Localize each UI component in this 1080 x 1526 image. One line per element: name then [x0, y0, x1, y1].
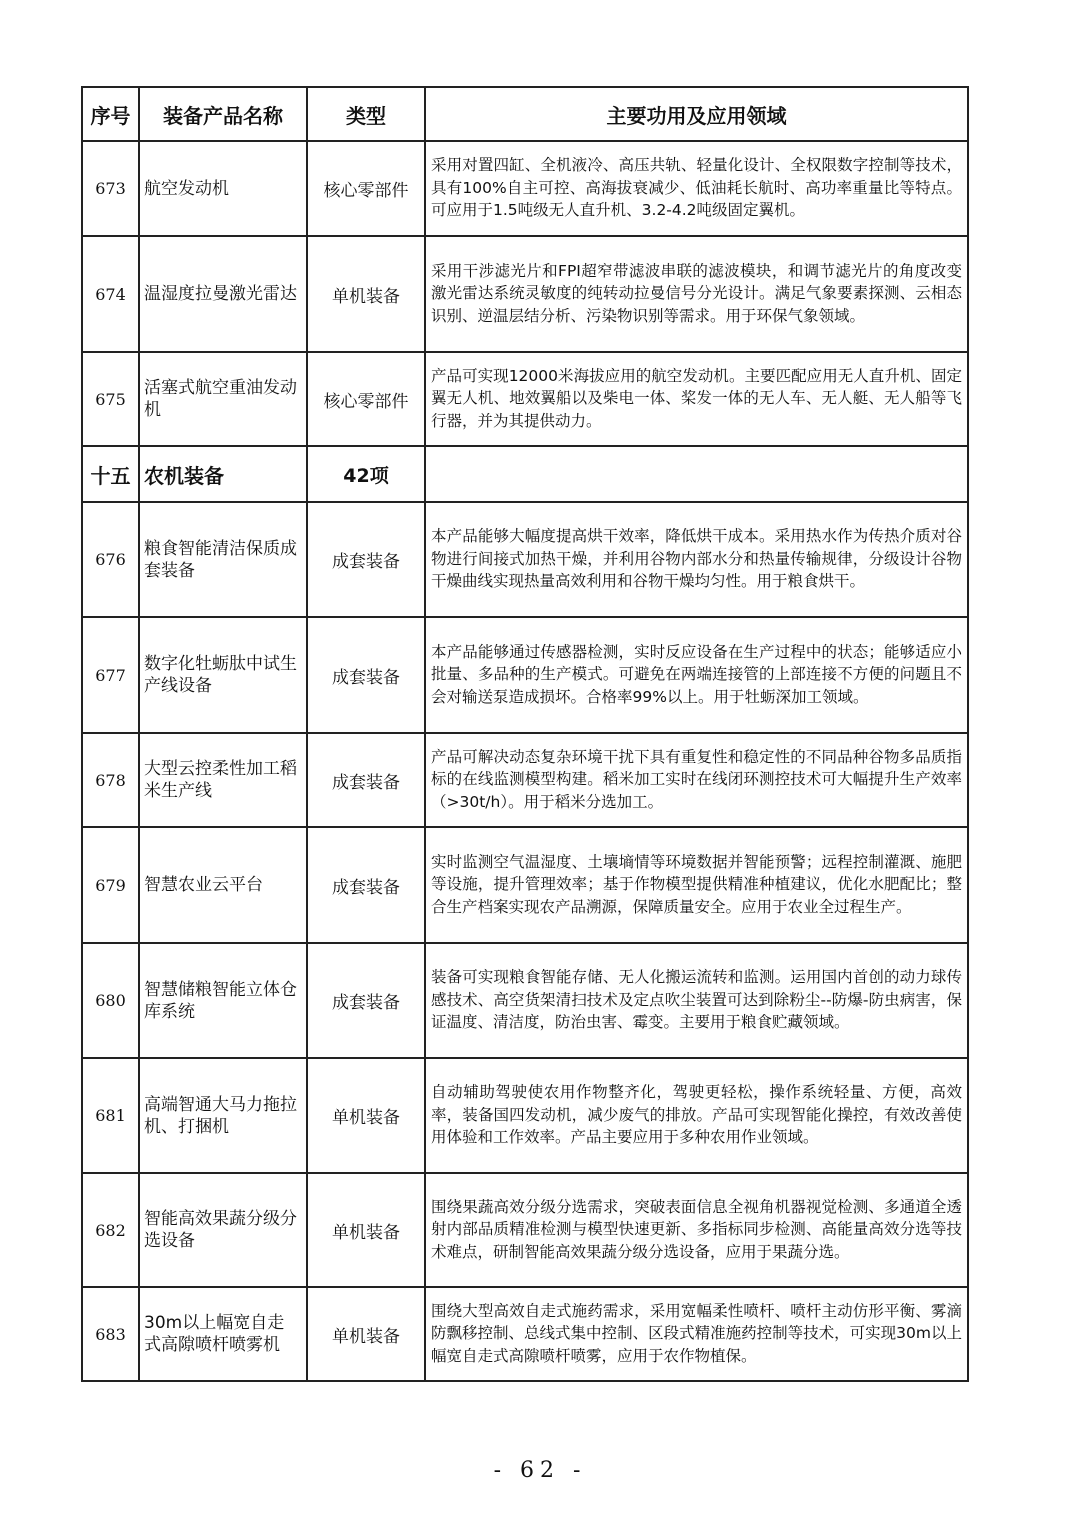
table-row	[82, 1173, 968, 1287]
row-type: 单机装备	[307, 236, 425, 352]
row-desc: 采用干涉滤光片和FPI超窄带滤波串联的滤波模块，和调节滤光片的角度改变激光雷达系统灵敏度的纯转动拉曼信号分光设计。满足气象要素探测、云相态识别、逆温层结分析、污染物识别等需求。用于环保气象领域。	[425, 236, 968, 352]
row-desc: 本产品能够大幅度提高烘干效率，降低烘干成本。采用热水作为传热介质对谷物进行间接式加热干燥，并利用谷物内部水分和热量传输规律，分级设计谷物干燥曲线实现热量高效利用和谷物干燥均匀性。用于粮食烘干。	[425, 502, 968, 617]
table-row	[82, 617, 968, 733]
row-name: 智能高效果蔬分级分选设备	[139, 1173, 307, 1287]
row-name: 航空发动机	[139, 141, 307, 236]
row-no: 678	[82, 733, 139, 827]
section-name: 农机装备	[139, 446, 307, 502]
table-row	[82, 733, 968, 827]
row-name: 智慧储粮智能立体仓库系统	[139, 943, 307, 1058]
row-no: 683	[82, 1287, 139, 1381]
table-row	[82, 1287, 968, 1381]
row-no: 676	[82, 502, 139, 617]
table-row	[82, 352, 968, 446]
row-desc: 围绕大型高效自走式施药需求，采用宽幅柔性喷杆、喷杆主动仿形平衡、雾滴防飘移控制、总线式集中控制、区段式精准施药控制等技术，可实现30m以上幅宽自走式高隙喷杆喷雾，应用于农作物植保。	[425, 1287, 968, 1381]
row-name: 大型云控柔性加工稻米生产线	[139, 733, 307, 827]
row-desc: 产品可解决动态复杂环境干扰下具有重复性和稳定性的不同品种谷物多品质指标的在线监测模型构建。稻米加工实时在线闭环测控技术可大幅提升生产效率（>30t/h）。用于稻米分选加工。	[425, 733, 968, 827]
section-count: 42项	[307, 446, 425, 502]
table-row	[82, 141, 968, 236]
row-name: 活塞式航空重油发动机	[139, 352, 307, 446]
row-desc: 自动辅助驾驶使农用作物整齐化，驾驶更轻松，操作系统轻量、方便，高效率，装备国四发动机，减少废气的排放。产品可实现智能化操控，有效改善使用体验和工作效率。产品主要应用于多种农用作业领域。	[425, 1058, 968, 1173]
section-row	[82, 446, 968, 502]
header-name: 装备产品名称	[139, 87, 307, 141]
row-no: 675	[82, 352, 139, 446]
row-no: 679	[82, 827, 139, 943]
row-type: 成套装备	[307, 827, 425, 943]
row-name: 高端智通大马力拖拉机、打捆机	[139, 1058, 307, 1173]
row-type: 核心零部件	[307, 141, 425, 236]
header-type: 类型	[307, 87, 425, 141]
row-no: 673	[82, 141, 139, 236]
page-number: - 62 -	[493, 1458, 587, 1483]
row-type: 成套装备	[307, 617, 425, 733]
row-desc: 实时监测空气温湿度、土壤墒情等环境数据并智能预警；远程控制灌溉、施肥等设施，提升管理效率；基于作物模型提供精准种植建议，优化水肥配比；整合生产档案实现农产品溯源，保障质量安全。应用于农业全过程生产。	[425, 827, 968, 943]
row-name: 智慧农业云平台	[139, 827, 307, 943]
table-row	[82, 943, 968, 1058]
row-desc: 采用对置四缸、全机液冷、高压共轨、轻量化设计、全权限数字控制等技术，具有100%自主可控、高海拔衰减少、低油耗长航时、高功率重量比等特点。可应用于1.5吨级无人直升机、3.2-4.2吨级固定翼机。	[425, 141, 968, 236]
row-no: 677	[82, 617, 139, 733]
row-name: 30m以上幅宽自走式高隙喷杆喷雾机	[139, 1287, 307, 1381]
table-row	[82, 827, 968, 943]
row-type: 单机装备	[307, 1287, 425, 1381]
row-desc: 装备可实现粮食智能存储、无人化搬运流转和监测。运用国内首创的动力球传感技术、高空货架清扫技术及定点吹尘装置可达到除粉尘--防爆-防虫病害，保证温度、清洁度，防治虫害、霉变。主要用于粮食贮藏领域。	[425, 943, 968, 1058]
section-empty-cell	[425, 446, 968, 502]
header-no: 序号	[82, 87, 139, 141]
header-desc: 主要功用及应用领域	[425, 87, 968, 141]
table-row	[82, 1058, 968, 1173]
row-name: 粮食智能清洁保质成套装备	[139, 502, 307, 617]
row-no: 682	[82, 1173, 139, 1287]
row-name: 数字化牡蛎肽中试生产线设备	[139, 617, 307, 733]
row-type: 单机装备	[307, 1058, 425, 1173]
row-no: 674	[82, 236, 139, 352]
row-desc: 围绕果蔬高效分级分选需求，突破表面信息全视角机器视觉检测、多通道全透射内部品质精准检测与模型快速更新、多指标同步检测、高能量高效分选等技术难点，研制智能高效果蔬分级分选设备，应用于果蔬分选。	[425, 1173, 968, 1287]
table-row	[82, 502, 968, 617]
row-type: 成套装备	[307, 733, 425, 827]
row-desc: 本产品能够通过传感器检测，实时反应设备在生产过程中的状态；能够适应小批量、多品种的生产模式。可避免在两端连接管的上部连接不方便的问题且不会对输送泵造成损坏。合格率99%以上。用于牡蛎深加工领域。	[425, 617, 968, 733]
row-type: 单机装备	[307, 1173, 425, 1287]
section-no: 十五	[82, 446, 139, 502]
row-type: 成套装备	[307, 502, 425, 617]
row-type: 核心零部件	[307, 352, 425, 446]
row-no: 680	[82, 943, 139, 1058]
row-no: 681	[82, 1058, 139, 1173]
table-row	[82, 236, 968, 352]
table-header-row	[82, 87, 968, 141]
row-type: 成套装备	[307, 943, 425, 1058]
row-name: 温湿度拉曼激光雷达	[139, 236, 307, 352]
row-desc: 产品可实现12000米海拔应用的航空发动机。主要匹配应用无人直升机、固定翼无人机、地效翼船以及柴电一体、桨发一体的无人车、无人艇、无人船等飞行器，并为其提供动力。	[425, 352, 968, 446]
equipment-table	[81, 86, 969, 1382]
